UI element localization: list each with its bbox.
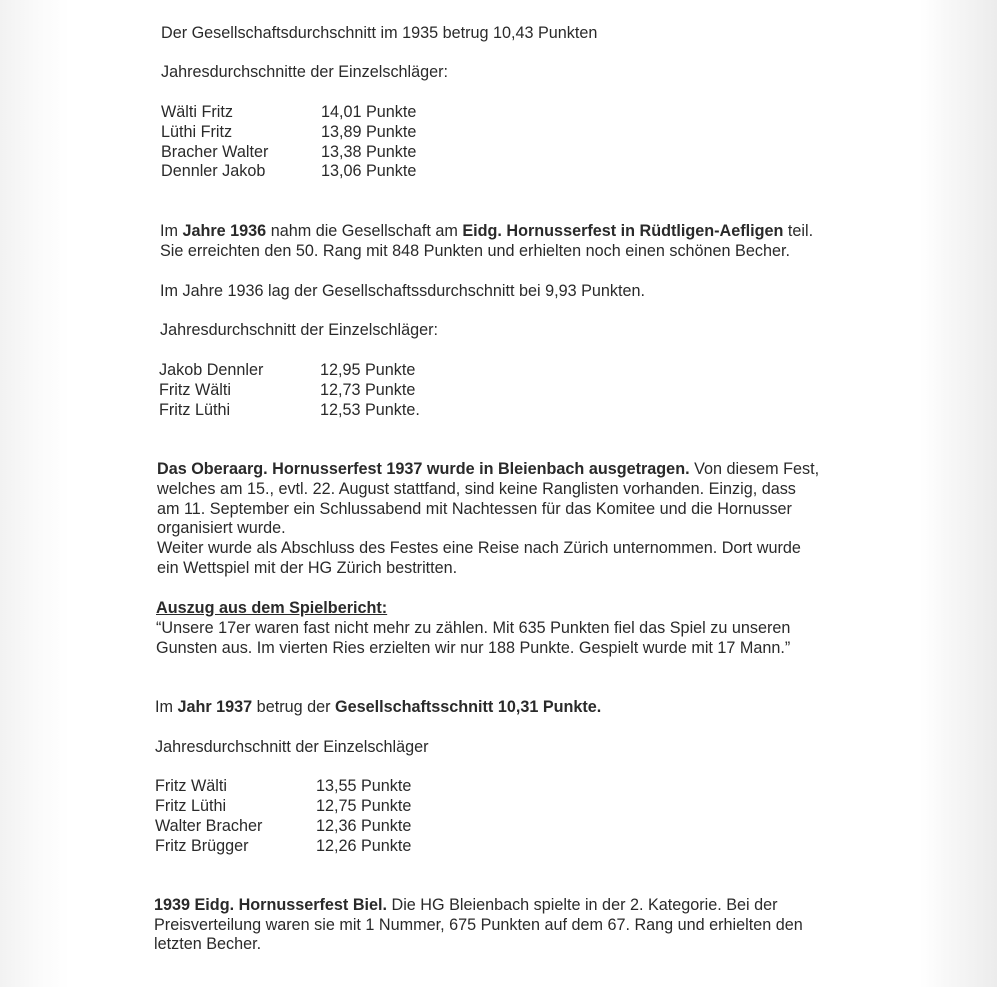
text-span: teil. bbox=[783, 222, 814, 240]
player-name: Fritz Wälti bbox=[155, 777, 227, 795]
report-quote-line: Gunsten aus. Im vierten Ries erzielten wir nur 188 Punkte. Gespielt wurde mit 17 Mann.” bbox=[156, 639, 791, 657]
player-row bbox=[161, 143, 461, 163]
player-points: 12,75 Punkte bbox=[316, 797, 412, 815]
player-name: Dennler Jakob bbox=[161, 162, 266, 180]
fest-1936-paragraph-line1 bbox=[160, 222, 813, 242]
player-points: 12,36 Punkte bbox=[316, 817, 412, 835]
player-points: 12,95 Punkte bbox=[320, 361, 416, 379]
year-1937-bold: Jahr 1937 bbox=[177, 698, 253, 716]
fest-1937-line: ein Wettspiel mit der HG Zürich bestritten. bbox=[157, 559, 458, 577]
player-row bbox=[155, 777, 455, 797]
fest-1937-line: organisiert wurde. bbox=[157, 519, 286, 537]
avg-1937-line bbox=[155, 698, 601, 718]
player-points: 13,38 Punkte bbox=[321, 143, 417, 161]
player-points: 13,89 Punkte bbox=[321, 123, 417, 141]
player-row bbox=[161, 103, 461, 123]
player-points: 12,53 Punkte. bbox=[320, 401, 420, 419]
player-row bbox=[159, 361, 459, 381]
player-name: Wälti Fritz bbox=[161, 103, 233, 121]
text-span: Im bbox=[155, 698, 178, 716]
report-quote-line: “Unsere 17er waren fast nicht mehr zu zählen. Mit 635 Punkten fiel das Spiel zu unseren bbox=[156, 619, 791, 637]
player-row bbox=[155, 837, 455, 857]
player-name: Walter Bracher bbox=[155, 817, 263, 835]
player-points: 14,01 Punkte bbox=[321, 103, 417, 121]
text-span: nahm die Gesellschaft am bbox=[266, 222, 463, 240]
players-1935-heading: Jahresdurchschnitte der Einzelschläger: bbox=[161, 63, 449, 81]
player-name: Jakob Dennler bbox=[159, 361, 264, 379]
text-span: Von diesem Fest, bbox=[689, 460, 820, 478]
fest-1936-paragraph-line2: Sie erreichten den 50. Rang mit 848 Punkten und erhielten noch einen schönen Becher. bbox=[160, 242, 790, 260]
player-points: 12,73 Punkte bbox=[320, 381, 416, 399]
fest-1937-bold: Das Oberaarg. Hornusserfest 1937 wurde in Bleienbach ausgetragen. bbox=[157, 460, 690, 478]
player-row bbox=[155, 797, 455, 817]
year-1936-bold: Jahre 1936 bbox=[182, 222, 267, 240]
fest-1937-line: am 11. September ein Schlussabend mit Nachtessen für das Komitee und die Hornusser bbox=[157, 500, 792, 518]
fest-1939-bold: 1939 Eidg. Hornusserfest Biel. bbox=[154, 896, 388, 914]
players-1936-heading: Jahresdurchschnitt der Einzelschläger: bbox=[160, 321, 439, 339]
player-row bbox=[159, 401, 459, 421]
player-name: Fritz Wälti bbox=[159, 381, 231, 399]
fest-1939-line1 bbox=[154, 896, 778, 916]
player-name: Lüthi Fritz bbox=[161, 123, 233, 141]
fest-name-bold: Eidg. Hornusserfest in Rüdtligen-Aefligen bbox=[462, 222, 784, 240]
text-span: Im bbox=[160, 222, 183, 240]
player-row bbox=[161, 162, 461, 182]
fest-1937-line: Weiter wurde als Abschluss des Festes eine Reise nach Zürich unternommen. Dort wurde bbox=[157, 539, 801, 557]
player-points: 12,26 Punkte bbox=[316, 837, 412, 855]
avg-1935-line: Der Gesellschaftsdurchschnitt im 1935 betrug 10,43 Punkten bbox=[161, 24, 598, 42]
avg-1937-bold: Gesellschaftsschnitt 10,31 Punkte. bbox=[334, 698, 602, 716]
player-row bbox=[161, 123, 461, 143]
player-row bbox=[159, 381, 459, 401]
text-span: betrug der bbox=[252, 698, 335, 716]
player-name: Bracher Walter bbox=[161, 143, 269, 161]
player-name: Fritz Brügger bbox=[155, 837, 249, 855]
fest-1937-line: welches am 15., evtl. 22. August stattfand, sind keine Ranglisten vorhanden. Einzig, dass bbox=[157, 480, 796, 498]
player-row bbox=[155, 817, 455, 837]
player-name: Fritz Lüthi bbox=[155, 797, 227, 815]
report-heading: Auszug aus dem Spielbericht: bbox=[156, 599, 388, 617]
avg-1936-line: Im Jahre 1936 lag der Gesellschaftssdurchschnitt bei 9,93 Punkten. bbox=[160, 282, 646, 300]
players-1937-heading: Jahresdurchschnitt der Einzelschläger bbox=[155, 738, 429, 756]
player-points: 13,55 Punkte bbox=[316, 777, 412, 795]
fest-1939-line: letzten Becher. bbox=[154, 935, 262, 953]
player-name: Fritz Lüthi bbox=[159, 401, 231, 419]
player-points: 13,06 Punkte bbox=[321, 162, 417, 180]
fest-1939-line: Preisverteilung waren sie mit 1 Nummer, 675 Punkten auf dem 67. Rang und erhielten den bbox=[154, 916, 803, 934]
fest-1937-line1 bbox=[157, 460, 819, 480]
text-span: Die HG Bleienbach spielte in der 2. Kategorie. Bei der bbox=[387, 896, 778, 914]
